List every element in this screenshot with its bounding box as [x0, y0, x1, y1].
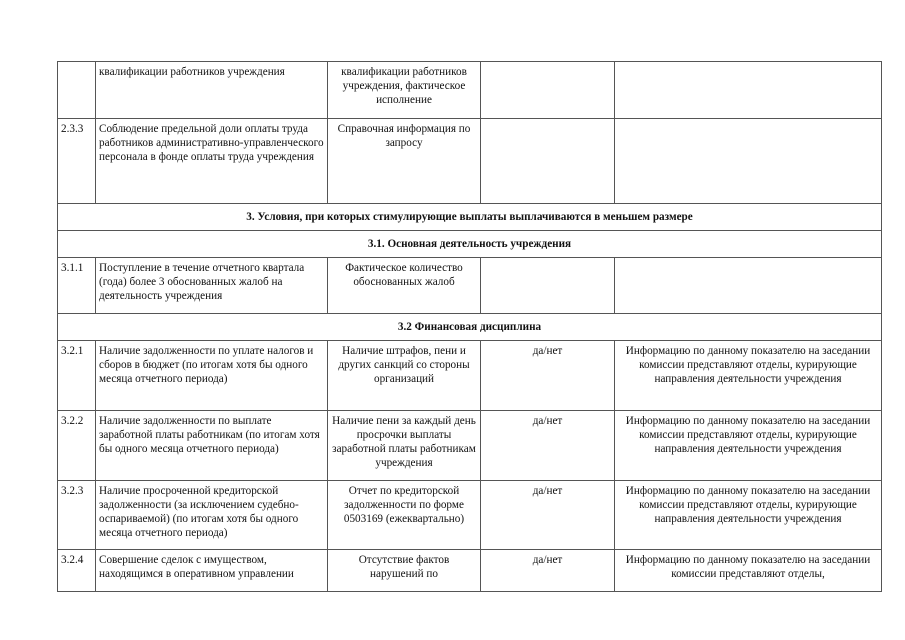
row-number: [58, 62, 96, 119]
data-source: Справочная информация по запросу: [328, 119, 481, 204]
data-source: квалификации работников учреждения, фактическое исполнение: [328, 62, 481, 119]
indicator-value: да/нет: [481, 341, 615, 411]
row-number: 3.2.2: [58, 411, 96, 481]
section-header-row: [58, 231, 882, 258]
section-heading-3: 3. Условия, при которых стимулирующие выплаты выплачиваются в меньшем размере: [58, 204, 882, 231]
criteria-table: [57, 61, 882, 592]
table-row: [58, 119, 882, 204]
data-source: Фактическое количество обоснованных жалоб: [328, 258, 481, 314]
row-number: 3.2.3: [58, 481, 96, 550]
table-row: [58, 341, 882, 411]
data-source: Наличие пени за каждый день просрочки выплаты заработной платы работникам учреждения: [328, 411, 481, 481]
table-row: [58, 481, 882, 550]
indicator-note: [615, 119, 882, 204]
indicator-note: [615, 258, 882, 314]
table-row: [58, 411, 882, 481]
indicator-note: [615, 62, 882, 119]
indicator-description: квалификации работников учреждения: [96, 62, 328, 119]
indicator-description: Наличие задолженности по выплате заработной платы работникам (по итогам хотя бы одного месяца отчетного периода): [96, 411, 328, 481]
indicator-description: Совершение сделок с имуществом, находящимся в оперативном управлении: [96, 550, 328, 592]
indicator-description: Поступление в течение отчетного квартала (года) более 3 обоснованных жалоб на деятельность учреждения: [96, 258, 328, 314]
indicator-description: Наличие задолженности по уплате налогов и сборов в бюджет (по итогам хотя бы одного месяца отчетного периода): [96, 341, 328, 411]
indicator-description: Наличие просроченной кредиторской задолженности (за исключением судебно-оспариваемой) (по итогам хотя бы одного месяца отчетного периода): [96, 481, 328, 550]
table-row: [58, 258, 882, 314]
table-row: [58, 550, 882, 592]
indicator-value: да/нет: [481, 550, 615, 592]
row-number: 3.1.1: [58, 258, 96, 314]
data-source: Отчет по кредиторской задолженности по форме 0503169 (ежеквартально): [328, 481, 481, 550]
indicator-value: [481, 119, 615, 204]
indicator-note: Информацию по данному показателю на заседании комиссии представляют отделы, курирующие направления деятельности учреждения: [615, 481, 882, 550]
indicator-note: Информацию по данному показателю на заседании комиссии представляют отделы, курирующие направления деятельности учреждения: [615, 411, 882, 481]
indicator-value: да/нет: [481, 481, 615, 550]
section-header-row: [58, 314, 882, 341]
indicator-value: да/нет: [481, 411, 615, 481]
table-row: [58, 62, 882, 119]
section-heading-3-1: 3.1. Основная деятельность учреждения: [58, 231, 882, 258]
row-number: 3.2.4: [58, 550, 96, 592]
row-number: 3.2.1: [58, 341, 96, 411]
row-number: 2.3.3: [58, 119, 96, 204]
indicator-description: Соблюдение предельной доли оплаты труда работников административно-управленческого персонала в фонде оплаты труда учреждения: [96, 119, 328, 204]
indicator-note: Информацию по данному показателю на заседании комиссии представляют отделы,: [615, 550, 882, 592]
indicator-note: Информацию по данному показателю на заседании комиссии представляют отделы, курирующие направления деятельности учреждения: [615, 341, 882, 411]
data-source: Наличие штрафов, пени и других санкций со стороны организаций: [328, 341, 481, 411]
indicator-value: [481, 62, 615, 119]
section-heading-3-2: 3.2 Финансовая дисциплина: [58, 314, 882, 341]
indicator-value: [481, 258, 615, 314]
data-source: Отсутствие фактов нарушений по: [328, 550, 481, 592]
section-header-row: [58, 204, 882, 231]
